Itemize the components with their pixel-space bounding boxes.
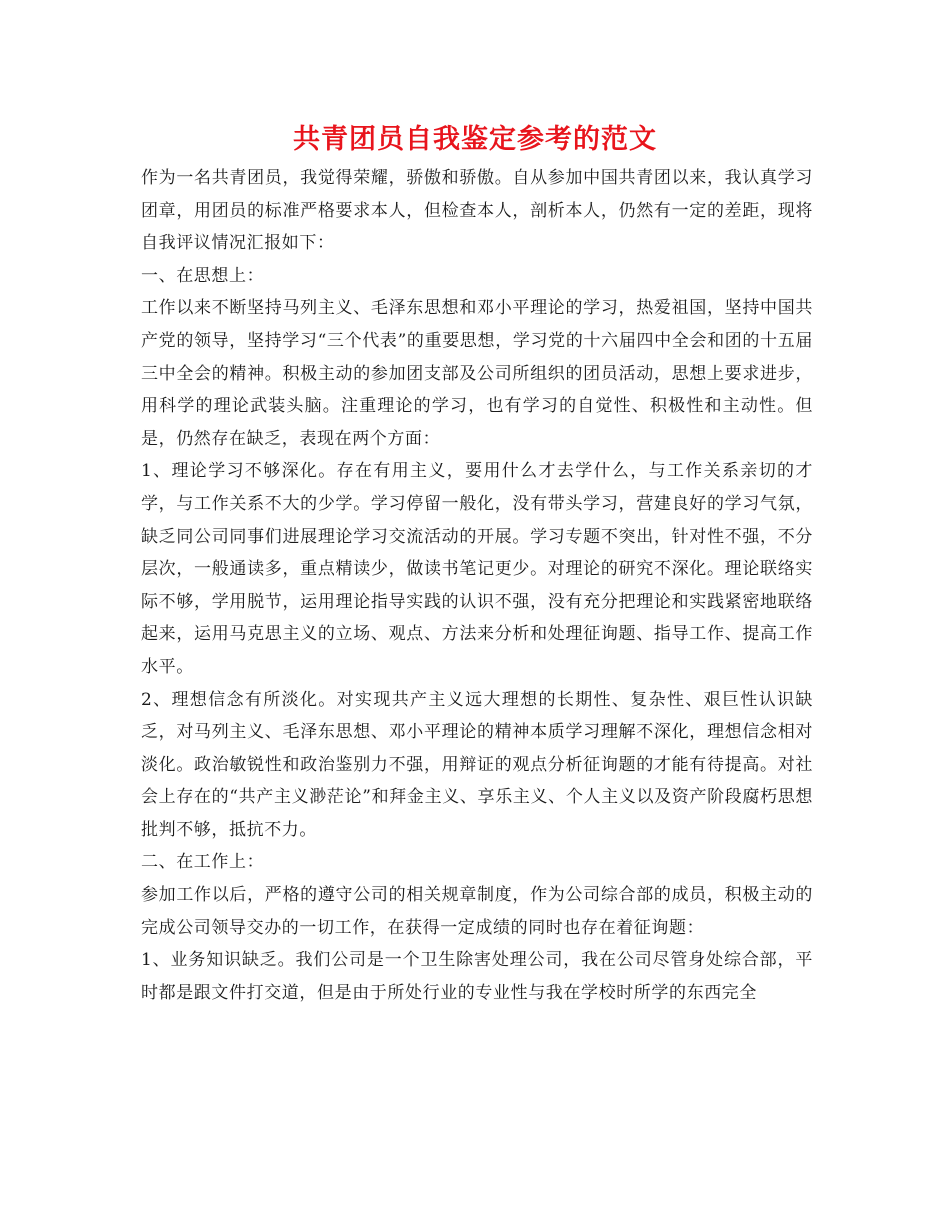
document-title: 共青团员自我鉴定参考的范文 — [293, 124, 657, 155]
paragraph-ideology: 工作以来不断坚持马列主义、毛泽东思想和邓小平理论的学习，热爱祖国，坚持中国共产党的领导，坚持学习“三个代表”的重要思想，学习党的十六届四中全会和团的十五届三中全会的精神。积极主动的参加团支部及公司所组织的团员活动，思想上要求进步，用科学的理论武装头脑。注重理论的学习，也有学习的自觉性、积极性和主动性。但是，仍然存在缺乏，表现在两个方面： — [141, 298, 813, 449]
section-heading-ideology: 一、在思想上： — [141, 265, 265, 286]
paragraph-ideals-belief: 2、理想信念有所淡化。对实现共产主义远大理想的长期性、复杂性、艰巨性认识缺乏，对马列主义、毛泽东思想、邓小平理论的精神本质学习理解不深化，理想信念相对淡化。政治敏锐性和政治鉴别力不强，用辩证的观点分析征询题的才能有待提高。对社会上存在的“共产主义渺茫论”和拜金主义、享乐主义、个人主义以及资产阶段腐朽思想批判不够，抵抗不力。 — [141, 689, 813, 840]
paragraph-work: 参加工作以后，严格的遵守公司的相关规章制度，作为公司综合部的成员，积极主动的完成公司领导交办的一切工作，在获得一定成绩的同时也存在着征询题： — [141, 885, 813, 938]
paragraph-intro: 作为一名共青团员，我觉得荣耀，骄傲和骄傲。自从参加中国共青团以来，我认真学习团章，用团员的标准严格要求本人，但检查本人，剖析本人，仍然有一定的差距，现将自我评议情况汇报如下： — [141, 168, 813, 254]
section-heading-work: 二、在工作上： — [141, 852, 265, 873]
paragraph-business-knowledge: 1、业务知识缺乏。我们公司是一个卫生除害处理公司，我在公司尽管身处综合部，平时都是跟文件打交道，但是由于所处行业的专业性与我在学校时所学的东西完全 — [141, 950, 813, 1003]
document-body — [141, 162, 813, 1009]
paragraph-theory-study: 1、理论学习不够深化。存在有用主义，要用什么才去学什么，与工作关系亲切的才学，与工作关系不大的少学。学习停留一般化，没有带头学习，营建良好的学习气氛，缺乏同公司同事们进展理论学习交流活动的开展。学习专题不突出，针对性不强，不分层次，一般通读多，重点精读少，做读书笔记更少。对理论的研究不深化。理论联络实际不够，学用脱节，运用理论指导实践的认识不强，没有充分把理论和实践紧密地联络起来，运用马克思主义的立场、观点、方法来分析和处理征询题、指导工作、提高工作水平。 — [141, 461, 813, 677]
